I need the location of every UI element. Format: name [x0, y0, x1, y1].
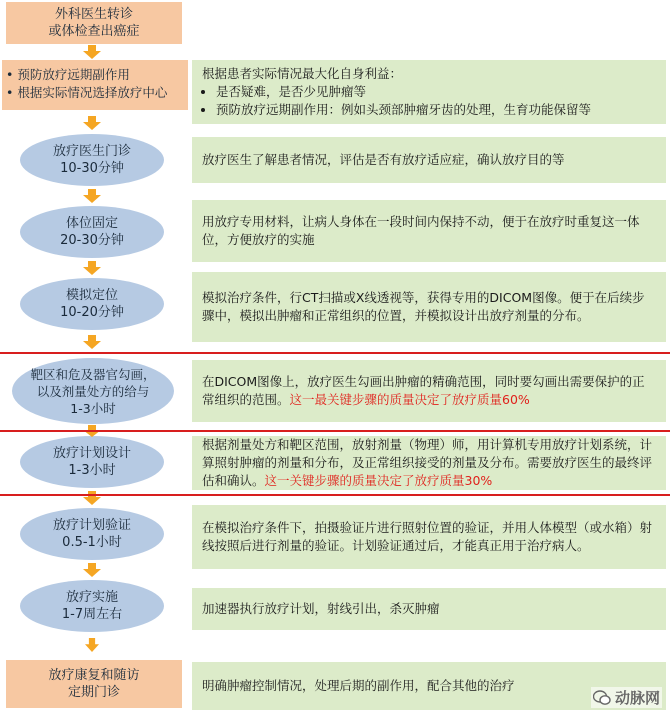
desc-bullet: • 预防放疗远期副作用：例如头颈部肿瘤牙齿的处理，生育功能保留等 — [216, 101, 656, 119]
step-line: 0.5-1小时 — [62, 535, 122, 550]
highlight-divider — [0, 494, 670, 496]
desc-paragraph — [202, 436, 656, 490]
desc-text: 根据剂量处方和靶区范围，放射剂量（物理）师，用计算机专用放疗计划系统，计算照射肿瘤的剂量和分布，及正常组织接受的剂量及分布。需要放疗医生的最终评估和确认。 — [202, 437, 653, 488]
wechat-icon — [593, 690, 611, 706]
step-planning — [20, 436, 164, 488]
desc-simulation — [192, 272, 666, 342]
watermark — [591, 687, 662, 708]
step-simulation — [20, 278, 164, 330]
desc-text: 在DICOM图像上，放疗医生勾画出肿瘤的精确范围，同时要勾画出需要保护的正常组织的范围。 — [202, 374, 645, 407]
step-referral — [6, 2, 182, 44]
desc-considerations — [192, 60, 666, 124]
down-arrow-icon — [83, 116, 101, 130]
desc-text: 模拟治疗条件，行CT扫描或X线透视等，获得专用的DICOM图像。便于在后续步骤中，模拟出肿瘤和正常组织的位置，并模拟设计出放疗剂量的分布。 — [202, 290, 645, 323]
step-followup — [6, 660, 182, 708]
highlight-divider — [0, 430, 670, 432]
down-arrow-icon — [83, 261, 101, 275]
step-line: 10-20分钟 — [60, 305, 124, 320]
desc-clinic — [192, 137, 666, 183]
desc-verification — [192, 505, 666, 569]
consideration-item: • 预防放疗远期副作用 — [6, 66, 184, 84]
highlight-divider — [0, 352, 670, 354]
desc-paragraph — [202, 373, 656, 409]
down-arrow-icon — [83, 638, 101, 652]
desc-bullet: • 是否疑难，是否少见肿瘤等 — [216, 83, 656, 101]
step-line: 或体检查出癌症 — [48, 24, 140, 39]
step-line: 以及剂量处方的给与 — [36, 383, 150, 399]
step-immobilization — [20, 206, 164, 258]
step-line: 放疗实施 — [65, 590, 118, 605]
step-contouring — [12, 358, 174, 424]
step-line: 体位固定 — [65, 216, 118, 231]
step-verification — [20, 508, 164, 560]
desc-text: 在模拟治疗条件下，拍摄验证片进行照射位置的验证，并用人体模型（或水箱）射线按照后进行剂量的验证。计划验证通过后，才能真正用于治疗病人。 — [202, 520, 653, 553]
desc-intro: 根据患者实际情况最大化自身利益： — [202, 66, 403, 81]
step-line: 放疗计划设计 — [52, 446, 131, 461]
desc-text: 放疗医生了解患者情况，评估是否有放疗适应症，确认放疗目的等 — [202, 152, 565, 167]
step-line: 1-3小时 — [70, 400, 116, 416]
consideration-item: • 根据实际情况选择放疗中心 — [6, 84, 184, 102]
desc-contouring — [192, 360, 666, 422]
desc-text: 加速器执行放疗计划，射线引出，杀灭肿瘤 — [202, 601, 440, 616]
step-line: 放疗计划验证 — [52, 518, 131, 533]
desc-highlight: 这一最关键步骤的质量决定了放疗质量60% — [289, 392, 530, 407]
down-arrow-icon — [83, 563, 101, 577]
step-clinic — [20, 134, 164, 186]
step-line: 1-7周左右 — [61, 607, 123, 622]
down-arrow-icon — [83, 45, 101, 59]
desc-bullet-list — [202, 83, 656, 119]
desc-highlight: 这一关键步骤的质量决定了放疗质量30% — [264, 473, 493, 488]
step-line: 靶区和危及器官勾画， — [30, 366, 156, 382]
step-line: 模拟定位 — [65, 288, 118, 303]
step-considerations — [2, 60, 188, 110]
step-line: 20-30分钟 — [60, 233, 124, 248]
desc-text: 用放疗专用材料，让病人身体在一段时间内保持不动，便于在放疗时重复这一体位，方便放疗的实施 — [202, 214, 640, 247]
step-line: 放疗康复和随访 — [48, 668, 140, 683]
step-line: 10-30分钟 — [60, 161, 124, 176]
desc-planning — [192, 436, 666, 490]
desc-text: 明确肿瘤控制情况，处理后期的副作用，配合其他的治疗 — [202, 678, 515, 693]
step-line: 外科医生转诊 — [54, 7, 133, 22]
watermark-text: 动脉网 — [614, 689, 660, 707]
step-delivery — [20, 580, 164, 632]
down-arrow-icon — [83, 335, 101, 349]
desc-delivery — [192, 588, 666, 630]
desc-immobilization — [192, 200, 666, 262]
step-line: 定期门诊 — [67, 685, 120, 700]
step-line: 放疗医生门诊 — [52, 144, 131, 159]
step-line: 1-3小时 — [68, 463, 116, 478]
down-arrow-icon — [83, 189, 101, 203]
